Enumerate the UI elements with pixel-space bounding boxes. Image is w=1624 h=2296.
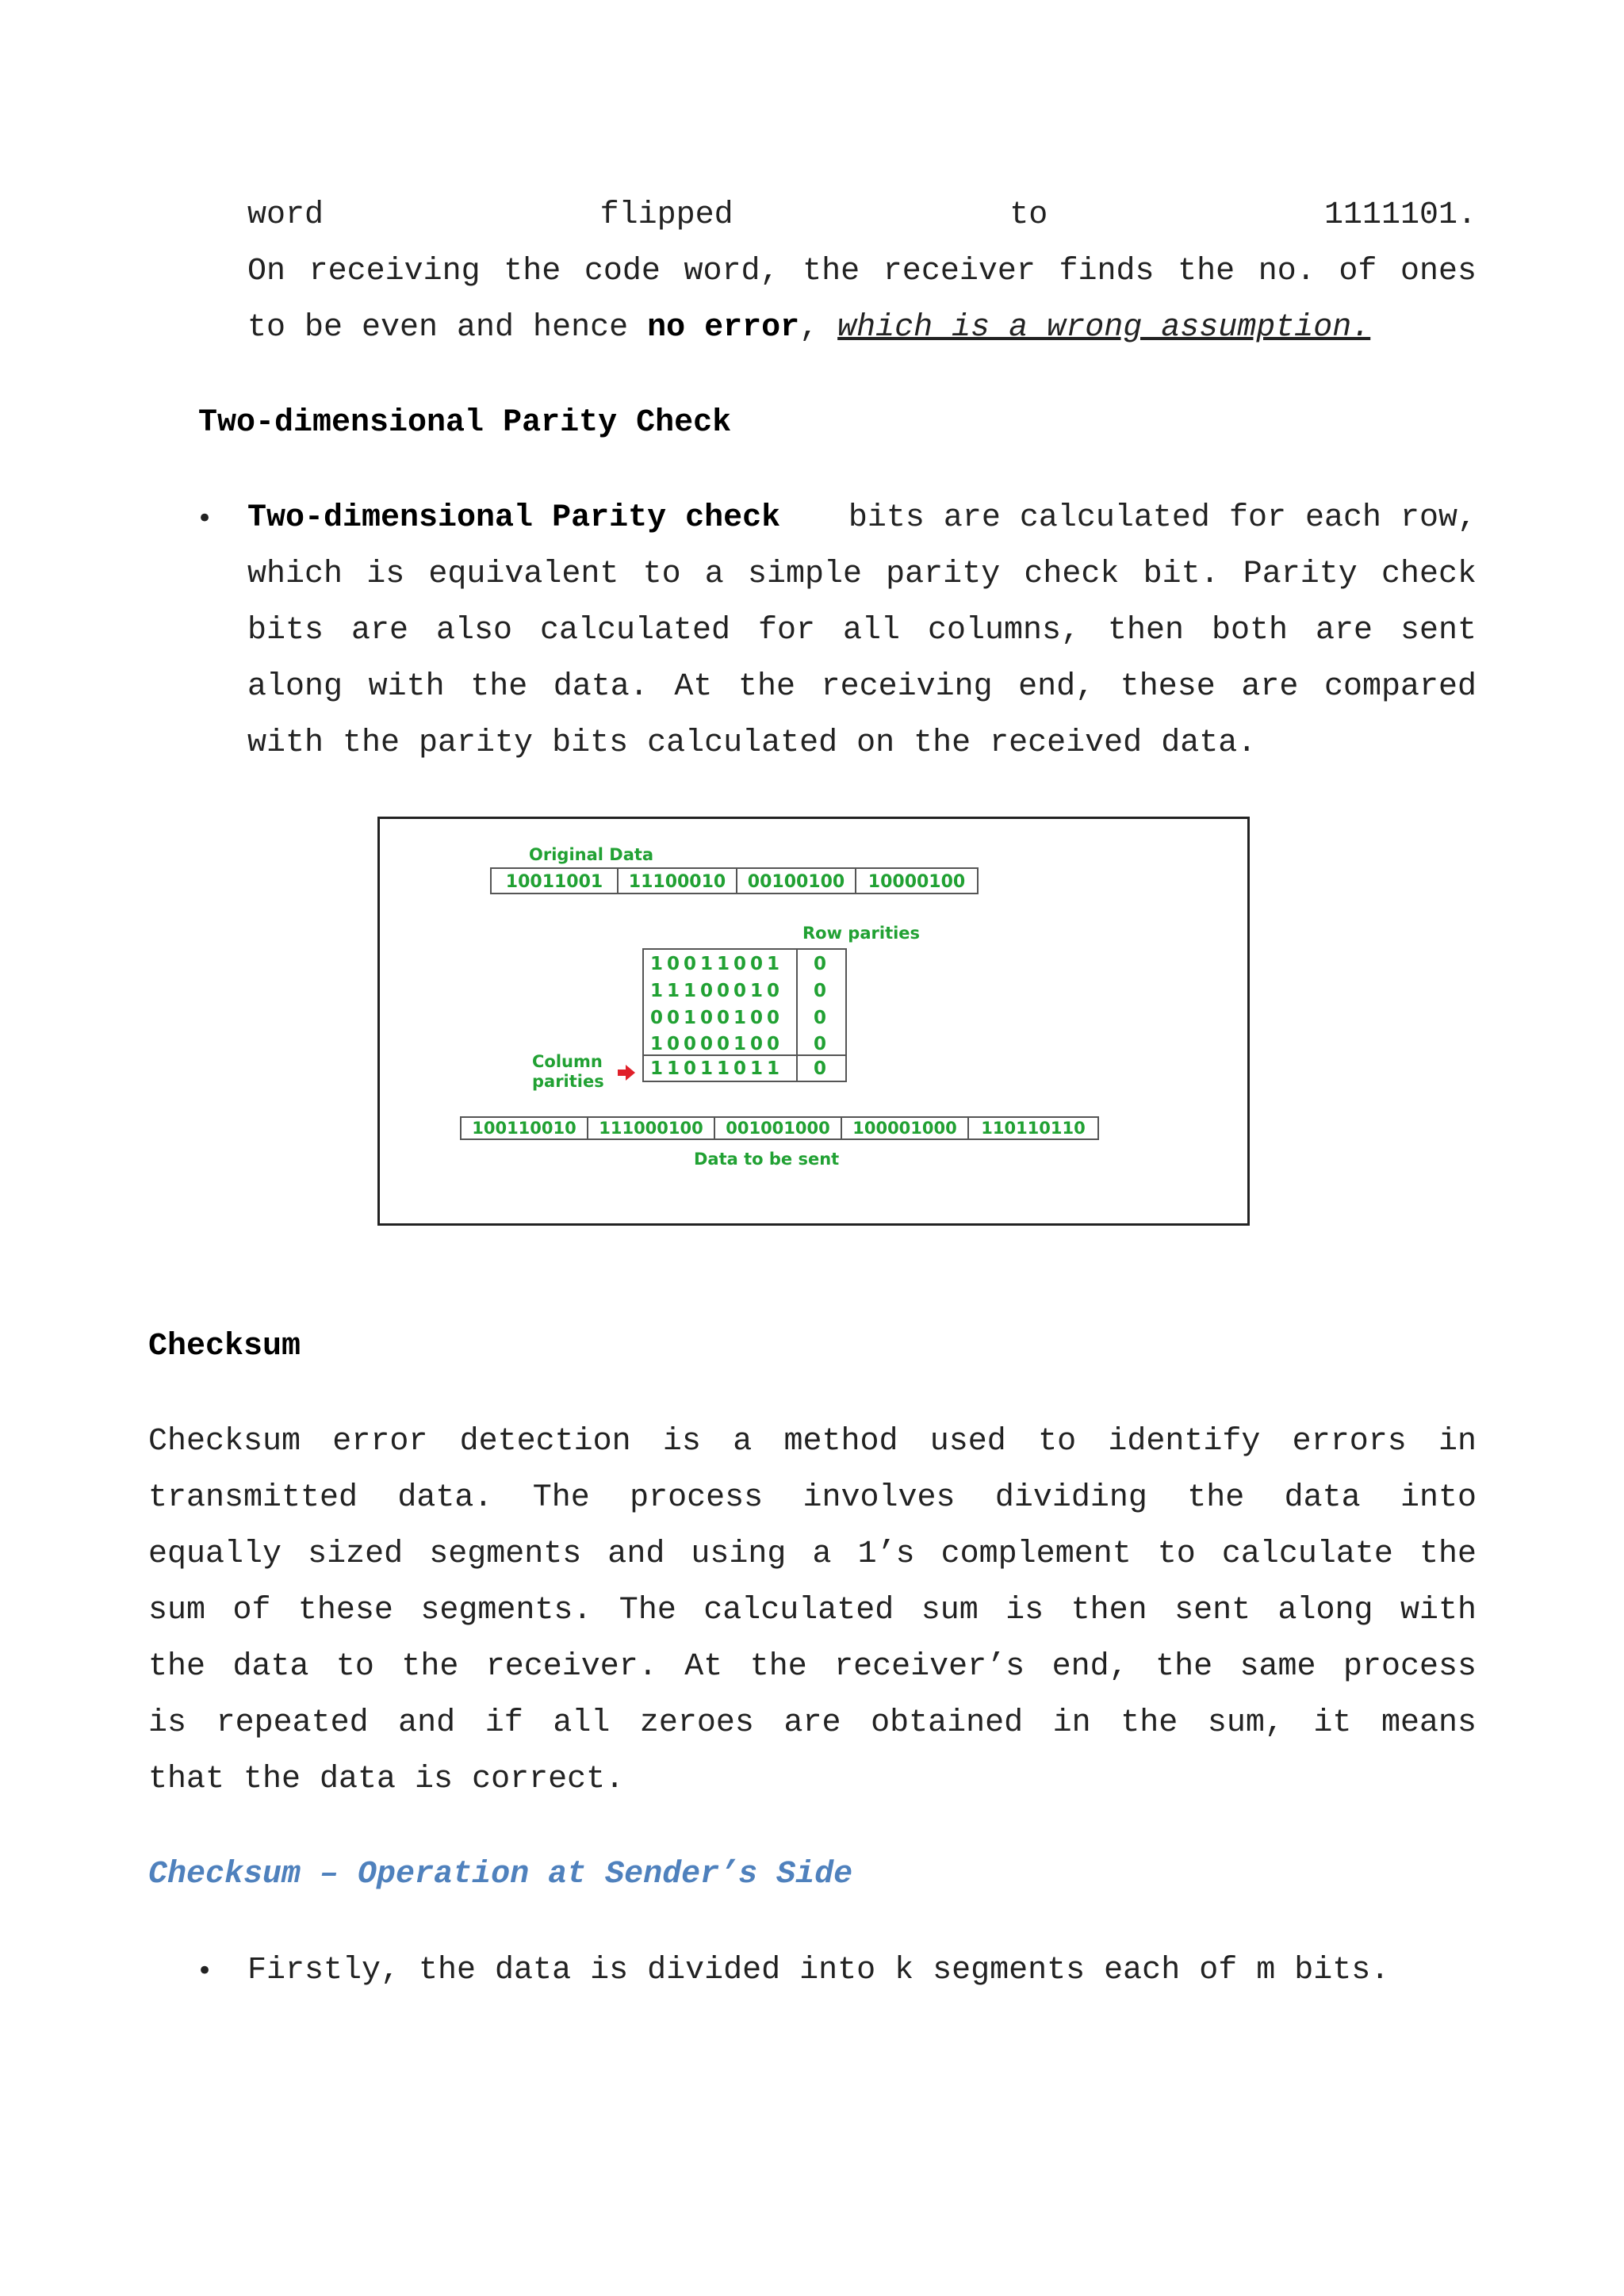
column-parities-label: parities (532, 1072, 604, 1091)
row-parities-label: Row parities (802, 924, 921, 943)
no-error-emphasis: no error (647, 310, 800, 346)
row-parity-bit: 0 (813, 1034, 827, 1054)
line3-text: to be even and hence (247, 310, 648, 346)
row-parity-bit: 0 (813, 1058, 827, 1079)
row-parity-bit: 0 (813, 1008, 827, 1028)
column-parity-bits: 11011011 (650, 1058, 784, 1079)
two-dim-line-5: with the parity bits calculated on the received data. (247, 725, 1257, 761)
two-dim-term: Two-dimensional Parity check (247, 500, 781, 536)
original-block: 11100010 (628, 872, 726, 892)
two-dim-heading: Two-dimensional Parity Check (198, 405, 732, 441)
checksum-bullet-1: Firstly, the data is divided into k segments each of m bits. (247, 1953, 1390, 1988)
checksum-para-line: Checksum error detection is a method used to identify errors in (148, 1424, 1477, 1460)
sent-block: 100001000 (852, 1119, 957, 1138)
continuation-line-3 (247, 309, 1370, 347)
checksum-sender-subheading: Checksum – Operation at Sender’s Side (148, 1857, 853, 1892)
two-dim-line-1 (247, 499, 1477, 538)
checksum-para-line: sum of these segments. The calculated sum is then sent along with (148, 1593, 1477, 1628)
checksum-para-line: is repeated and if all zeroes are obtained in the sum, it means (148, 1705, 1477, 1741)
bullet-icon: • (197, 1955, 213, 1987)
continuation-line-2: On receiving the code word, the receiver finds the no. of ones (247, 254, 1477, 289)
sent-block: 110110110 (981, 1119, 1086, 1138)
checksum-para-line: transmitted data. The process involves dividing the data into (148, 1480, 1477, 1516)
word-1: word (247, 197, 324, 233)
sent-block: 100110010 (472, 1119, 576, 1138)
row-parity-bit: 0 (813, 981, 827, 1001)
data-to-be-sent-label: Data to be sent (694, 1150, 840, 1169)
word-2: flipped (599, 197, 733, 233)
original-data-label: Original Data (529, 845, 654, 864)
continuation-line-1 (247, 197, 1477, 235)
original-block: 10011001 (505, 872, 603, 892)
checksum-para-line: the data to the receiver. At the receiver’s end, the same process (148, 1649, 1477, 1685)
wrong-assumption-text: which is a wrong assumption. (837, 310, 1371, 346)
word-3: to (1009, 197, 1048, 233)
checksum-para-line: equally sized segments and using a 1’s complement to calculate the (148, 1536, 1477, 1572)
original-block: 10000100 (868, 872, 966, 892)
matrix-row-bits: 10011001 (650, 954, 784, 974)
line3-comma: , (799, 310, 838, 346)
original-block: 00100100 (747, 872, 845, 892)
bullet-icon: • (197, 503, 213, 534)
red-arrow-icon (618, 1065, 635, 1081)
two-dim-line-4: along with the data. At the receiving end, these are compared (247, 669, 1477, 705)
sent-block: 111000100 (599, 1119, 703, 1138)
parity-figure (377, 817, 1250, 1226)
row-parity-bit: 0 (813, 954, 827, 974)
checksum-heading: Checksum (148, 1329, 301, 1364)
column-parities-label: Column (532, 1052, 603, 1071)
matrix-row-bits: 11100010 (650, 981, 784, 1001)
two-dim-line-1-rest: bits are calculated for each row, (829, 500, 1477, 536)
checksum-para-last: that the data is correct. (148, 1762, 625, 1797)
word-4: 1111101. (1323, 197, 1477, 233)
two-dim-line-2: which is equivalent to a simple parity check bit. Parity check (247, 557, 1477, 592)
two-dim-line-3: bits are also calculated for all columns, then both are sent (247, 613, 1477, 649)
matrix-row-bits: 00100100 (650, 1008, 784, 1028)
matrix-row-bits: 10000100 (650, 1034, 784, 1054)
sent-block: 001001000 (726, 1119, 830, 1138)
